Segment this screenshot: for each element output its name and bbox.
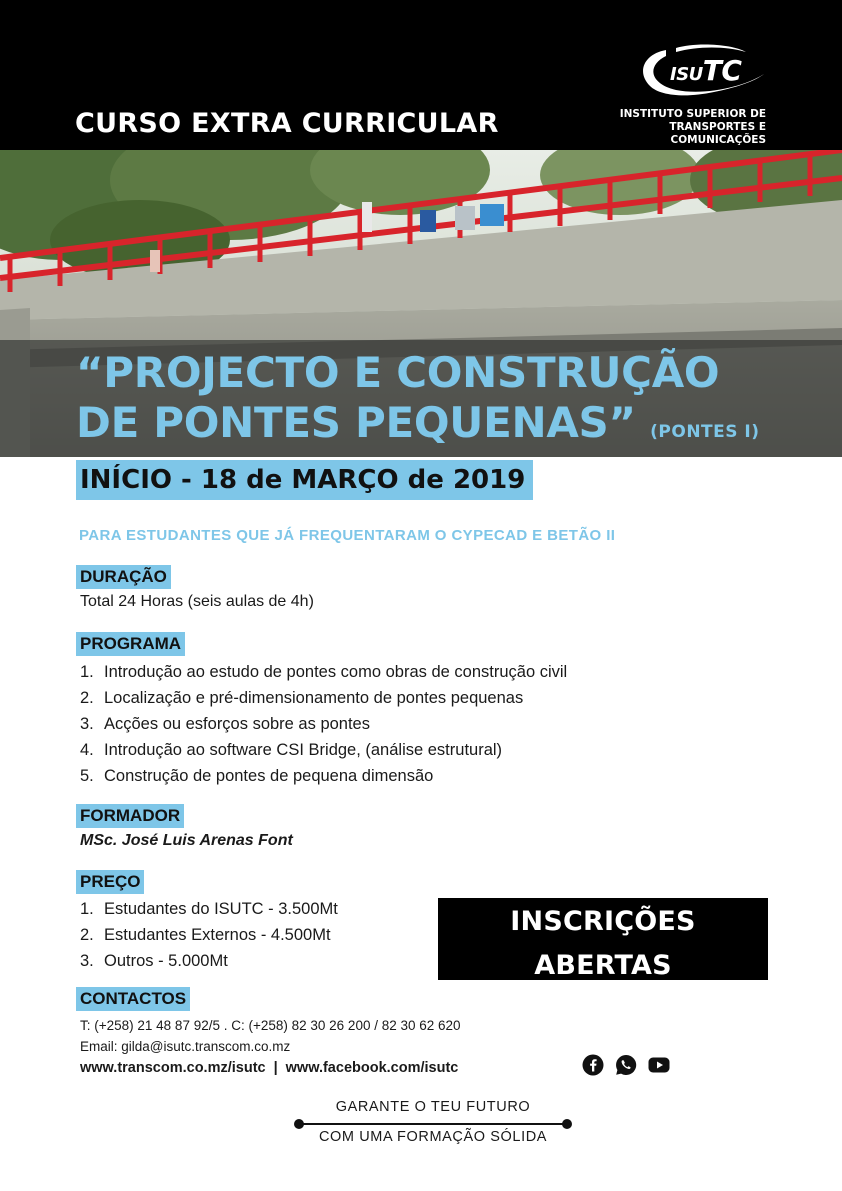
course-title-suffix: (PONTES I) xyxy=(650,422,760,442)
list-item: 5. Construção de pontes de pequena dimensão xyxy=(80,767,434,785)
list-item: 3. Outros - 5.000Mt xyxy=(80,952,228,970)
trainer-heading: FORMADOR xyxy=(76,804,184,828)
motto-dot-left xyxy=(294,1119,304,1129)
motto-line-2: COM UMA FORMAÇÃO SÓLIDA xyxy=(318,1129,548,1145)
list-item: 2. Estudantes Externos - 4.500Mt xyxy=(80,926,331,944)
website-link[interactable]: www.transcom.co.mz/isutc xyxy=(80,1060,266,1076)
program-list xyxy=(80,659,567,789)
web-links: www.transcom.co.mz/isutc | www.facebook.com/isutc xyxy=(80,1060,459,1076)
program-heading: PROGRAMA xyxy=(76,632,185,656)
list-item: 3. Acções ou esforços sobre as pontes xyxy=(80,715,370,733)
course-label: CURSO EXTRA CURRICULAR xyxy=(75,108,499,139)
contact-phones: T: (+258) 21 48 87 92/5 . C: (+258) 82 30 26 200 / 82 30 62 620 xyxy=(80,1018,461,1033)
trainer-name: MSc. José Luis Arenas Font xyxy=(80,832,293,849)
motto-divider xyxy=(298,1123,568,1125)
isutc-logo xyxy=(588,42,778,146)
list-item: 1. Introdução ao estudo de pontes como obras de construção civil xyxy=(80,663,568,681)
start-date: INÍCIO - 18 de MARÇO de 2019 xyxy=(76,460,533,500)
audience-note: PARA ESTUDANTES QUE JÁ FREQUENTARAM O CYPECAD E BETÃO II xyxy=(79,527,616,544)
registration-location: NA SECRETARIA ACADÉMICA xyxy=(460,993,746,1013)
registration-banner xyxy=(438,898,768,1013)
motto xyxy=(298,1098,568,1150)
logo-subtitle: INSTITUTO SUPERIOR DE TRANSPORTES E COMUNICAÇÕES xyxy=(619,108,766,146)
list-item: 4. Introdução ao software CSI Bridge, (análise estrutural) xyxy=(80,741,503,759)
price-list xyxy=(80,896,338,974)
price-heading: PREÇO xyxy=(76,870,144,894)
duration-heading: DURAÇÃO xyxy=(76,565,171,589)
youtube-icon[interactable] xyxy=(648,1054,670,1076)
header-bar xyxy=(0,0,842,150)
hero-image xyxy=(0,150,842,457)
list-item: 1. Estudantes do ISUTC - 3.500Mt xyxy=(80,900,338,918)
motto-dot-right xyxy=(562,1119,572,1129)
facebook-link[interactable]: www.facebook.com/isutc xyxy=(285,1060,459,1076)
registration-title: INSCRIÇÕES ABERTAS xyxy=(510,906,696,981)
facebook-icon[interactable] xyxy=(582,1054,604,1076)
list-item: 2. Localização e pré-dimensionamento de pontes pequenas xyxy=(80,689,524,707)
motto-line-1: GARANTE O TEU FUTURO xyxy=(335,1099,531,1115)
whatsapp-icon[interactable] xyxy=(615,1054,637,1076)
course-title: “PROJECTO E CONSTRUÇÃO DE PONTES PEQUENAS” (PONTES I) xyxy=(76,348,760,447)
contacts-heading: CONTACTOS xyxy=(76,987,190,1011)
contact-email[interactable]: Email: gilda@isutc.transcom.co.mz xyxy=(80,1039,291,1054)
logo-wordmark: ISUTC xyxy=(670,54,742,87)
duration-text: Total 24 Horas (seis aulas de 4h) xyxy=(80,593,314,610)
